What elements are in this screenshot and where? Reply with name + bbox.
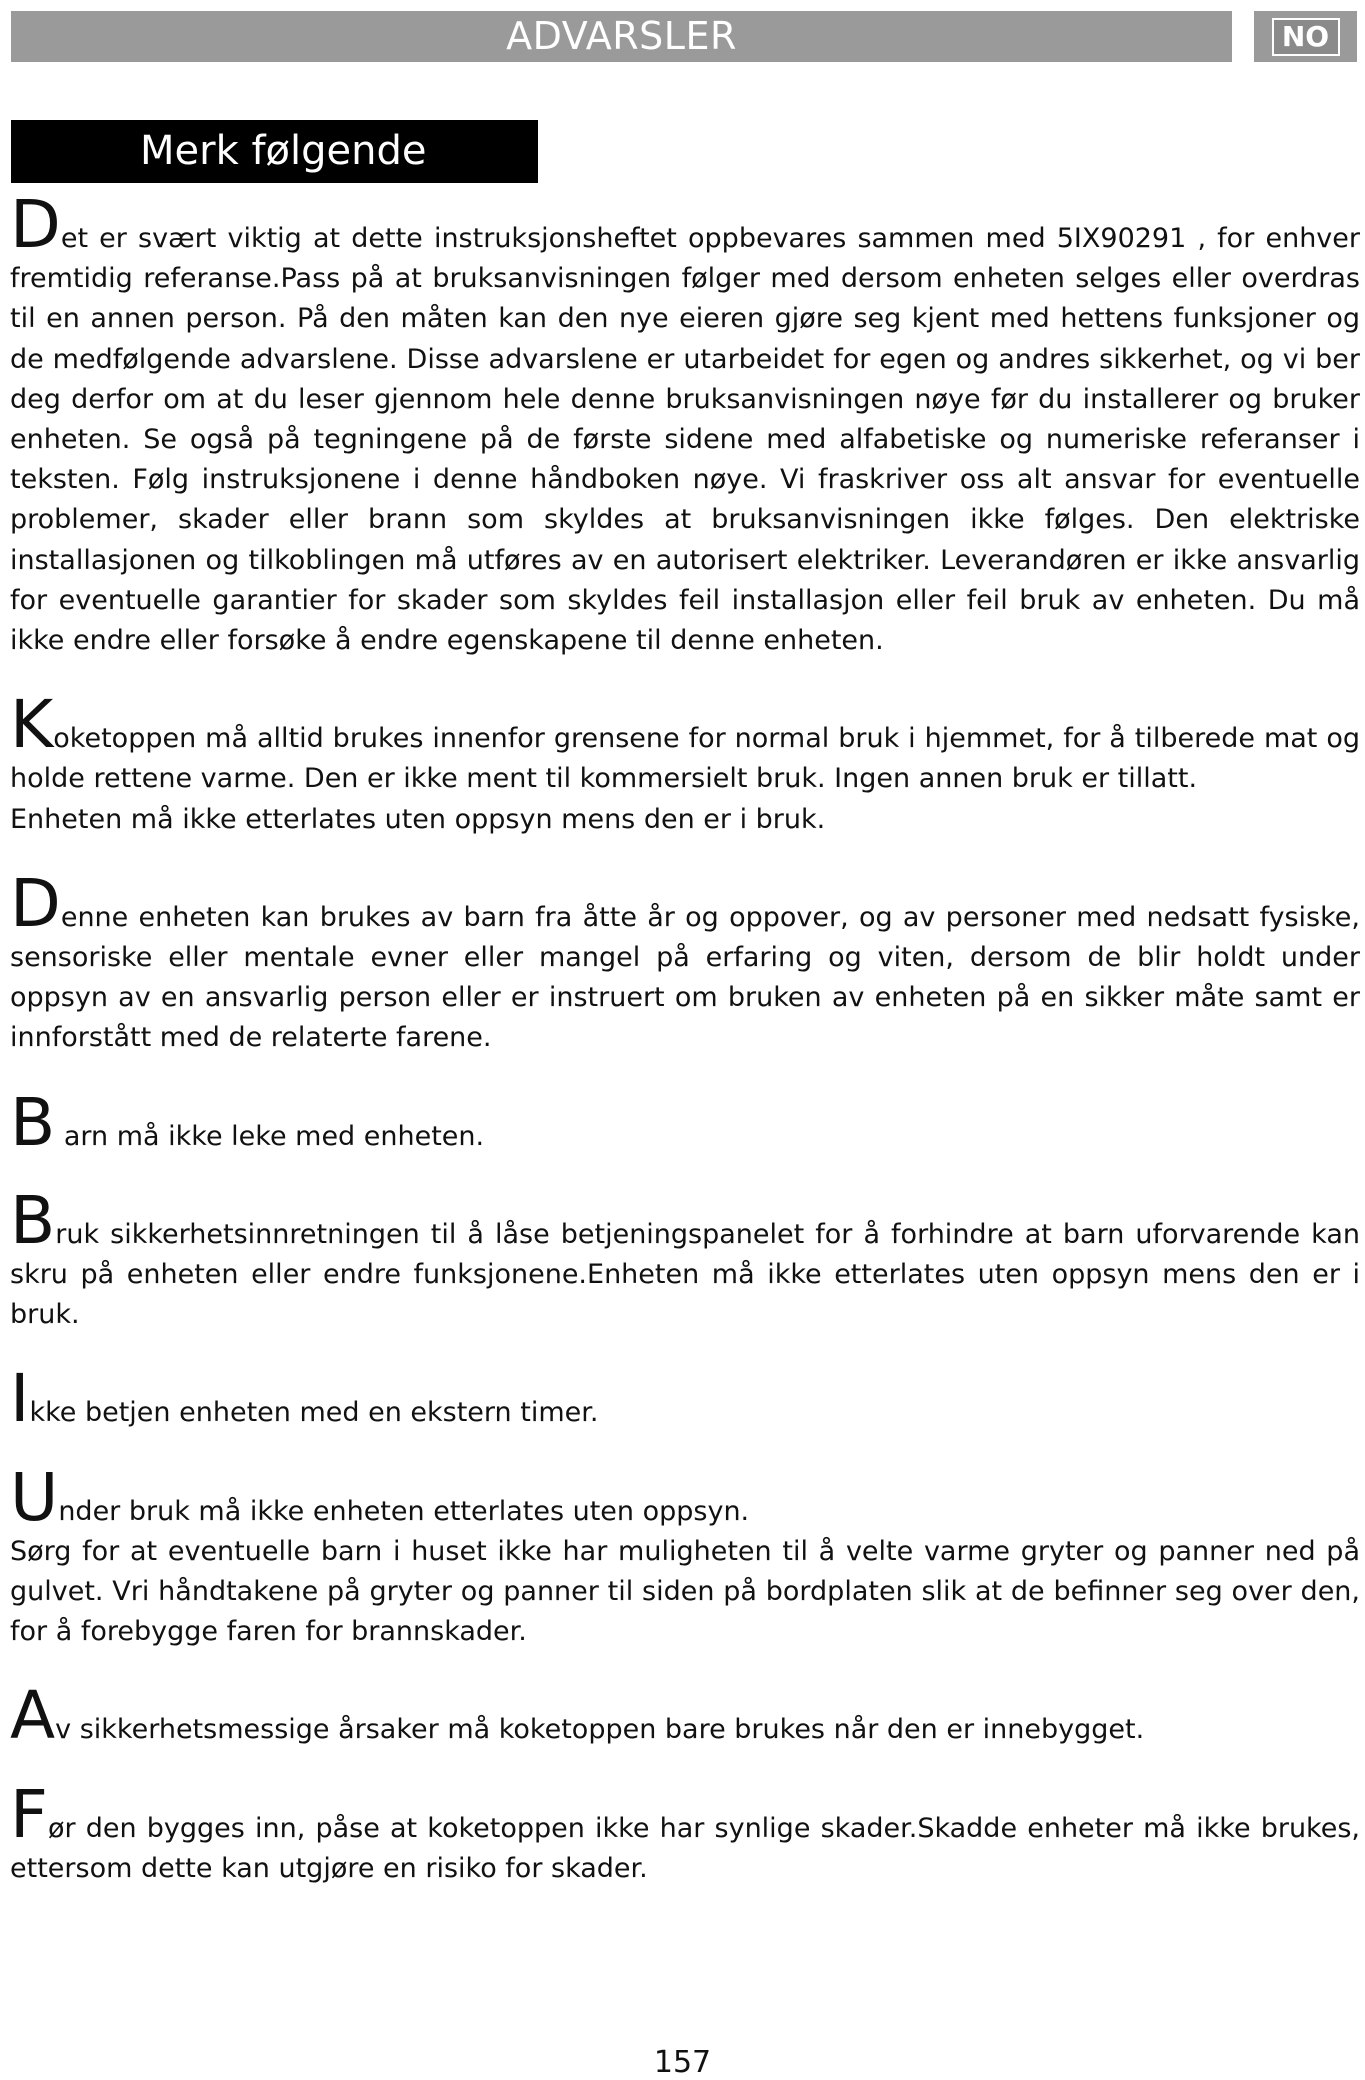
drop-cap: B: [10, 1181, 56, 1259]
drop-cap: B: [10, 1083, 56, 1161]
paragraph-children-persons: [10, 864, 1360, 1059]
section-title-text: Merk følgende: [140, 128, 427, 174]
paragraph-text: arn må ikke leke med enheten.: [55, 1120, 485, 1152]
paragraph-timer: [10, 1360, 1360, 1438]
drop-cap: D: [10, 186, 61, 263]
warnings-body: [10, 186, 1360, 1933]
paragraph-children-play: [10, 1083, 1360, 1161]
paragraph-intro: [10, 186, 1360, 661]
language-badge: [1254, 11, 1357, 62]
drop-cap: K: [10, 686, 54, 764]
language-code: NO: [1272, 18, 1340, 56]
drop-cap: F: [10, 1775, 48, 1853]
drop-cap: U: [10, 1458, 59, 1536]
paragraph-text: enne enheten kan brukes av barn fra åtte år og oppover, og av personer med nedsatt fysiske, sensoriske eller mentale evner eller mangel på erfaring og viten, dersom de blir holdt under oppsyn av en ansvarlig person eller er instruert om bruken av enheten på en sikker måte samt er innforstått med de relaterte farene.: [10, 901, 1360, 1054]
paragraph-text: kke betjen enheten med en ekstern timer.: [29, 1397, 599, 1429]
paragraph-text: et er svært viktig at dette instruksjonsheftet oppbevares sammen med 5IX90291 , for enhver fremtidig referanse.Pass på at bruksanvisningen følger med dersom enheten selges eller overdras til en annen person. På den måten kan den nye eieren gjøre seg kjent med hettens funksjoner og de medfølgende advarslene. Disse advarslene er utarbeidet for egen og andres sikkerhet, og vi ber deg derfor om at du leser gjennom hele denne bruksanvisningen nøye før du installerer og bruker enheten. Se også på tegningene på de første sidene med alfabetiske og numeriske referanser i teksten. Følg instruksjonene i denne håndboken nøye. Vi fraskriver oss alt ansvar for eventuelle problemer, skader eller brann som skyldes at bruksanvisningen ikke følges. Den elektriske installasjonen og tilkoblingen må utføres av en autorisert elektriker. Leverandøren er ikke ansvarlig for eventuelle garantier for skader som skyldes feil installasjon eller feil bruk av enheten. Du må ikke endre eller forsøke å endre egenskapene til denne enheten.: [10, 223, 1360, 657]
paragraph-usage: [10, 686, 1360, 840]
header-title-bar: [11, 11, 1232, 62]
section-title: [11, 120, 538, 183]
paragraph-built-in: [10, 1677, 1360, 1755]
page-number: 157: [653, 2045, 712, 2080]
paragraph-safety-lock: [10, 1181, 1360, 1336]
paragraph-text: v sikkerhetsmessige årsaker må koketoppen bare brukes når den er innebygget.: [55, 1714, 1145, 1746]
header-title: ADVARSLER: [506, 14, 737, 58]
paragraph-text: oketoppen må alltid brukes innenfor grensene for normal bruk i hjemmet, for å tilberede mat og holde rettene varme. Den er ikke ment til kommersielt bruk. Ingen annen bruk er tillatt.: [10, 723, 1360, 795]
paragraph-text: ør den bygges inn, påse at koketoppen ikke har synlige skader.Skadde enheter må ikke brukes, ettersom dette kan utgjøre en risiko for skader.: [10, 1812, 1360, 1884]
paragraph-text-continued: Enheten må ikke etterlates uten oppsyn mens den er i bruk.: [10, 803, 826, 835]
drop-cap: I: [10, 1360, 30, 1438]
paragraph-text-continued: Sørg for at eventuelle barn i huset ikke har muligheten til å velte varme gryter og panner ned på gulvet. Vri håndtakene på gryter og panner til siden på bordplaten slik at de befinner seg over den, for å forebygge faren for brannskader.: [10, 1535, 1360, 1648]
paragraph-text: ruk sikkerhetsinnretningen til å låse betjeningspanelet for å forhindre at barn uforvarende kan skru på enheten eller endre funksjonene.Enheten må ikke etterlates uten oppsyn mens den er i bruk.: [10, 1218, 1360, 1331]
drop-cap: D: [10, 864, 61, 942]
paragraph-supervision: [10, 1458, 1360, 1653]
paragraph-text: nder bruk må ikke enheten etterlates uten oppsyn.: [58, 1495, 750, 1527]
paragraph-damage-check: [10, 1775, 1360, 1889]
drop-cap: A: [10, 1677, 56, 1755]
